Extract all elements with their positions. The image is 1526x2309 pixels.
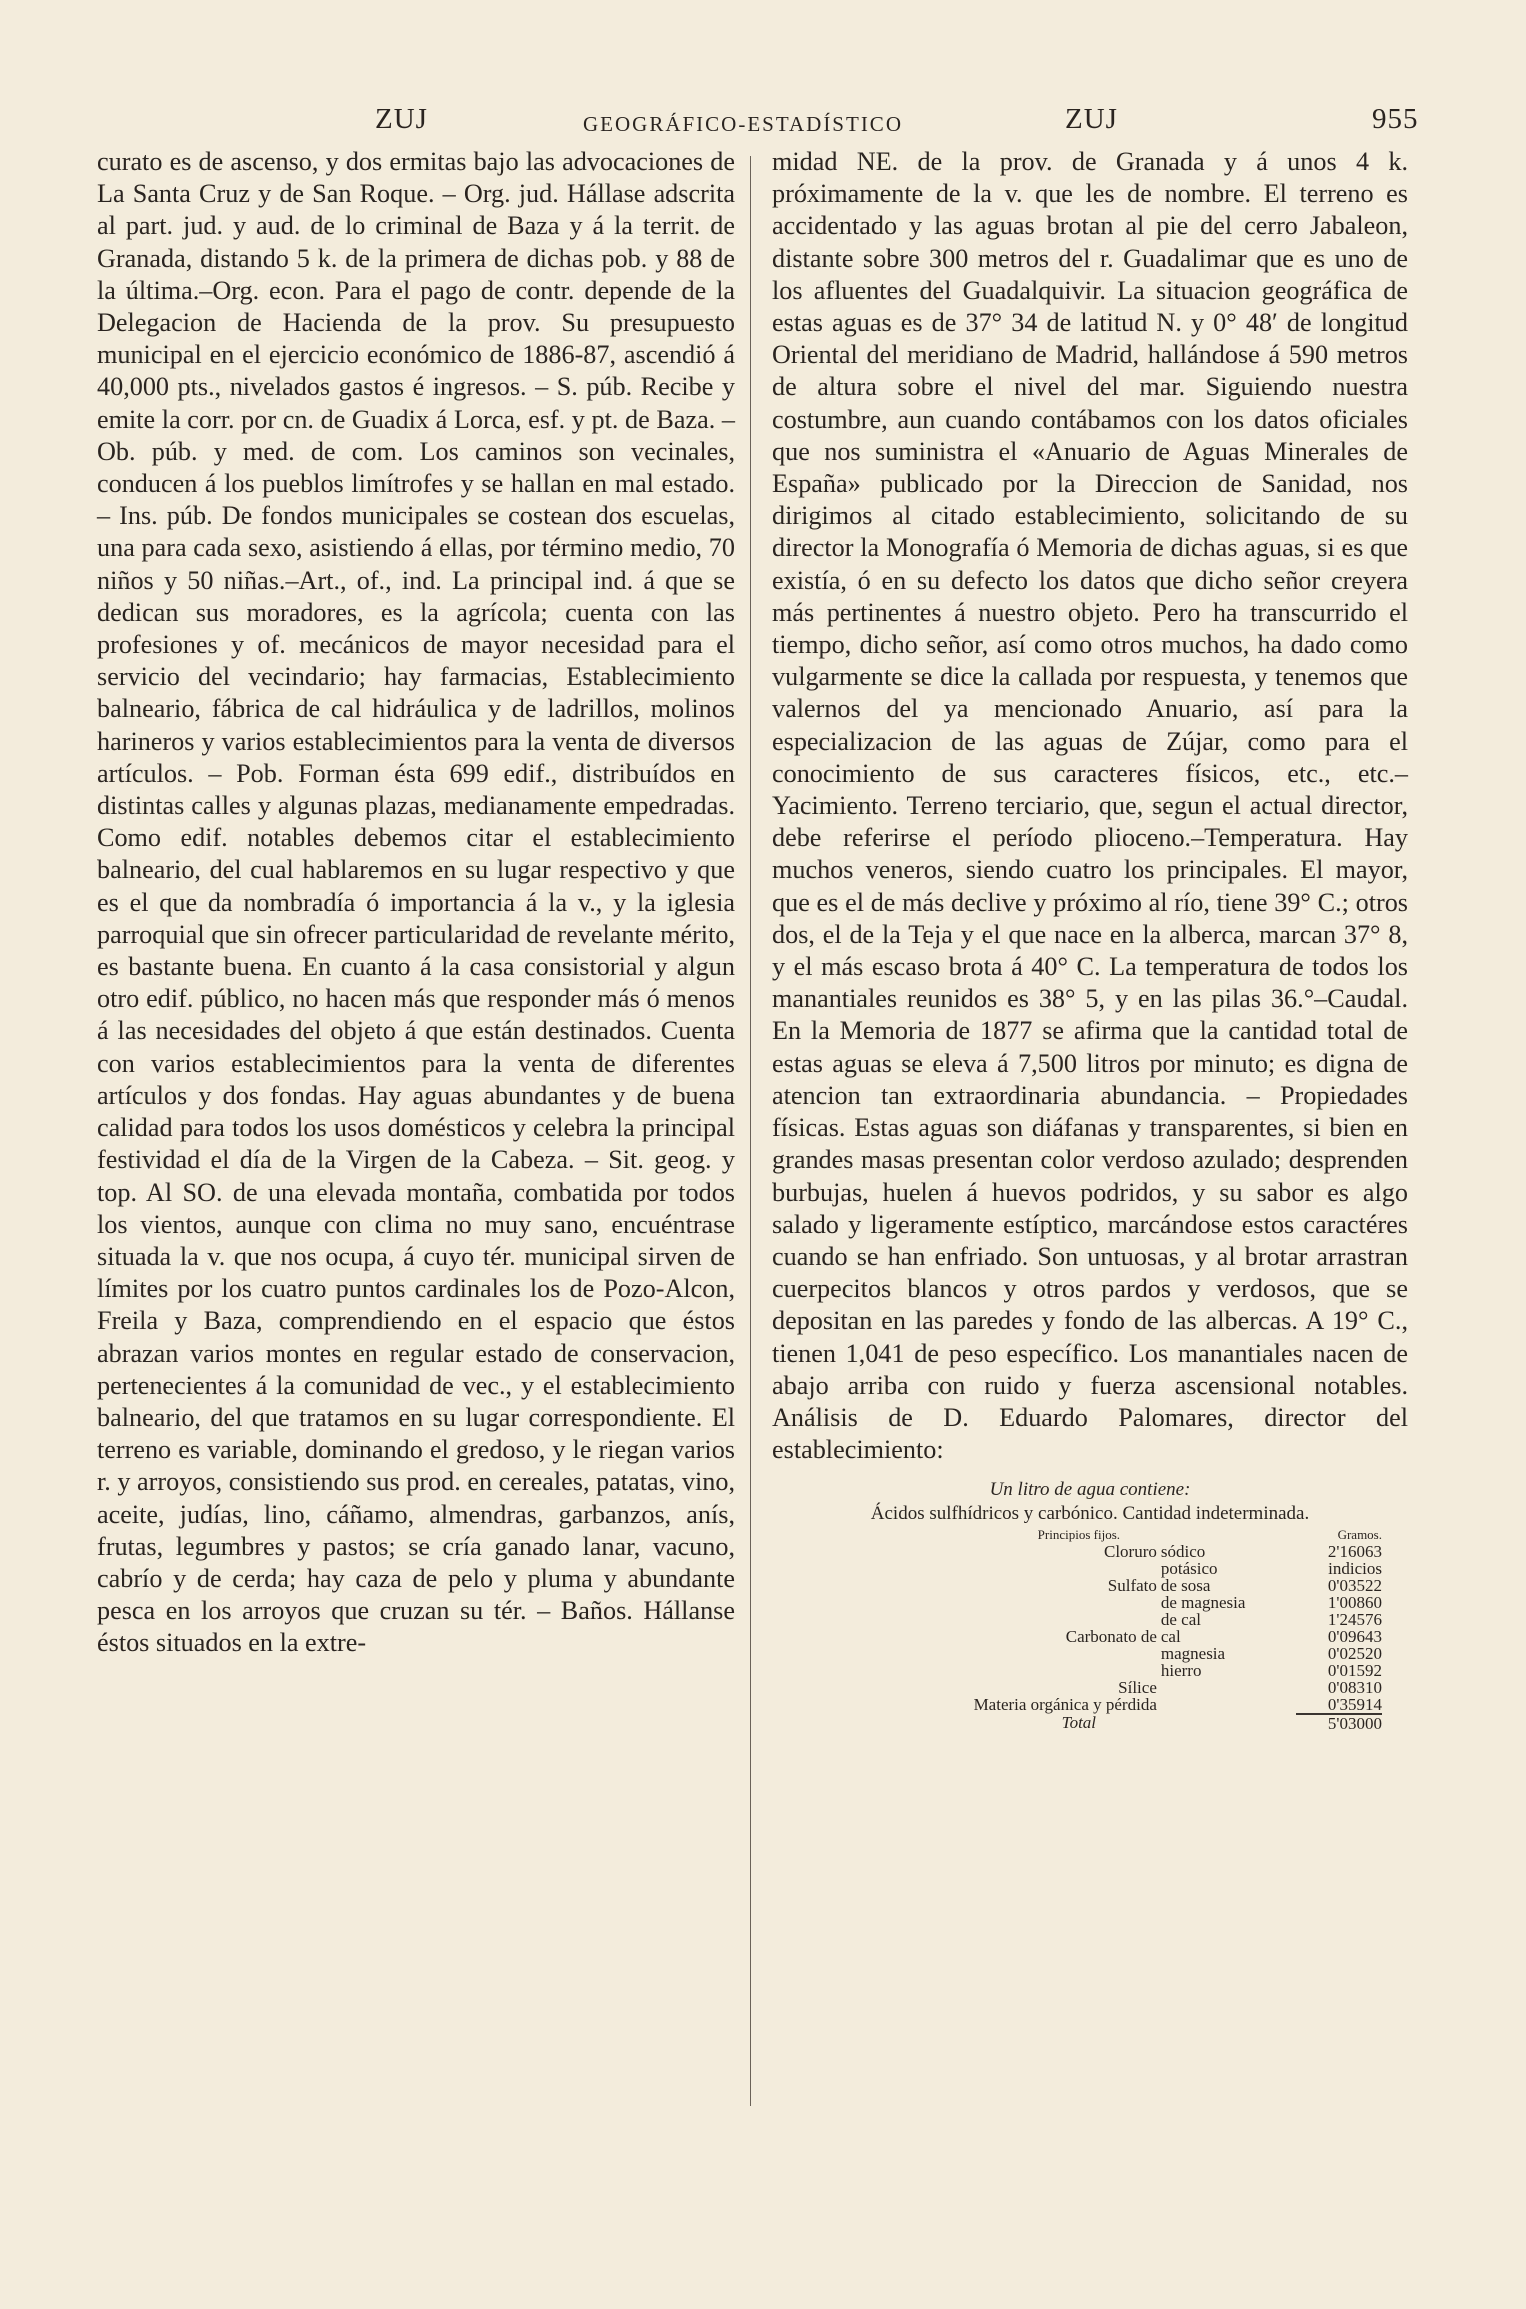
- row-group: [862, 1594, 1161, 1611]
- row-group: [862, 1662, 1161, 1679]
- row-value: indicios: [1328, 1559, 1382, 1579]
- row-value: 0'01592: [1327, 1661, 1382, 1681]
- total-value: 5'03000: [1296, 1714, 1382, 1732]
- table-row: [862, 1543, 1382, 1560]
- analysis-title: Un litro de agua contiene:: [989, 1479, 1191, 1501]
- row-item: de cal: [1160, 1610, 1201, 1630]
- row-value: 1'00860: [1327, 1593, 1382, 1613]
- row-item: sódico: [1160, 1542, 1206, 1562]
- table-row: [862, 1662, 1382, 1679]
- left-column: [97, 146, 735, 1660]
- row-group: Sílice: [1118, 1678, 1157, 1698]
- row-value: 2'16063: [1327, 1542, 1382, 1562]
- row-group: Cloruro: [1103, 1542, 1157, 1562]
- column-rule: [750, 156, 751, 2106]
- row-group: Carbonato de: [1065, 1627, 1157, 1647]
- row-item: magnesia: [1160, 1644, 1226, 1664]
- row-value: 0'09643: [1327, 1627, 1382, 1647]
- right-column: [772, 146, 1408, 1732]
- table-row: [862, 1577, 1382, 1594]
- row-item: [1161, 1679, 1296, 1696]
- row-item: hierro: [1160, 1661, 1202, 1681]
- column-header-principles: Principios fijos.: [1037, 1527, 1121, 1543]
- row-group: Materia orgánica y pérdida: [973, 1695, 1157, 1715]
- table-row: [862, 1560, 1382, 1577]
- page-number: 955: [1372, 103, 1419, 135]
- row-item: de magnesia: [1160, 1593, 1246, 1613]
- running-head-center: GEOGRÁFICO-ESTADÍSTICO: [583, 112, 903, 136]
- row-value: 1'24576: [1327, 1610, 1382, 1630]
- total-row: [862, 1714, 1382, 1732]
- analysis-table: [862, 1526, 1382, 1732]
- running-head-right: ZUJ: [1065, 103, 1118, 135]
- row-item: [1161, 1696, 1296, 1714]
- row-value: 0'08310: [1327, 1678, 1382, 1698]
- total-label: Total: [1061, 1713, 1097, 1733]
- row-value: 0'02520: [1327, 1644, 1382, 1664]
- table-row: [862, 1594, 1382, 1611]
- row-value: 0'35914: [1327, 1695, 1382, 1715]
- table-row: [862, 1679, 1382, 1696]
- column-header-grams: Gramos.: [1337, 1527, 1382, 1543]
- row-group: Sulfato: [1107, 1576, 1157, 1596]
- table-row: [862, 1645, 1382, 1662]
- analysis-subtitle: Ácidos sulfhídricos y carbónico. Cantidad indeterminada.: [870, 1503, 1310, 1525]
- right-column-text: midad NE. de la prov. de Granada y á unos 4 k. próximamente de la v. que les de nombre. El terreno es accidentado y las aguas brotan al pie del cerro Jabaleon, distante sobre 300 metros del r. Guadalimar que es uno de los afluentes del Guadalquivir. La situacion geográfica de estas aguas es de 37° 34 de latitud N. y 0° 48′ de longitud Oriental del meridiano de Madrid, hallándose á 590 metros de altura sobre el nivel del mar. Siguiendo nuestra costumbre, aun cuando contábamos con los datos oficiales que nos suministra el «Anuario de Aguas Minerales de España» publicado por la Direccion de Sanidad, nos dirigimos al citado establecimiento, solicitando de su director la Monografía ó Memoria de dichas aguas, si es que existía, ó en su defecto los datos que dicho señor creyera más pertinentes á nuestro objeto. Pero ha transcurrido el tiempo, dicho señor, así como otros muchos, ha dado como vulgarmente se dice la callada por respuesta, y tenemos que valernos del ya mencionado Anuario, así para la especializacion de las aguas de Zújar, como para el conocimiento de sus caracteres físicos, etc., etc.–Yacimiento. Terreno terciario, que, segun el actual director, debe referirse el período plioceno.–Temperatura. Hay muchos veneros, siendo cuatro los principales. El mayor, que es el de más declive y próximo al río, tiene 39° C.; otros dos, el de la Teja y el que nace en la alberca, marcan 37° 8, y el más escaso brota á 40° C. La temperatura de todos los manantiales reunidos es 38° 5, y en las pilas 36.°–Caudal. En la Memoria de 1877 se afirma que la cantidad total de estas aguas se eleva á 7,500 litros por minuto; es digna de atencion tan extraordinaria abundancia. – Propiedades físicas. Estas aguas son diáfanas y transparentes, si bien en grandes masas presentan color verdoso azulado; desprenden burbujas, huelen á huevos podridos, y su sabor es algo salado y ligeramente estíptico, marcándose estos caractéres cuando se han enfriado. Son untuosas, y al brotar arrastran cuerpecitos blancos y otros pardos y verdosos, que se depositan en las paredes y fondo de las albercas. A 19° C., tienen 1,041 de peso específico. Los manantiales nacen de abajo arriba con ruido y fuerza ascensional notables. Análisis de D. Eduardo Palomares, director del establecimiento:: [772, 147, 1408, 1465]
- row-item: potásico: [1160, 1559, 1218, 1579]
- row-item: de sosa: [1160, 1576, 1211, 1596]
- row-group: [862, 1645, 1161, 1662]
- running-head-left: ZUJ: [375, 103, 428, 135]
- row-value: 0'03522: [1327, 1576, 1382, 1596]
- table-row: [862, 1611, 1382, 1628]
- table-row: [862, 1628, 1382, 1645]
- row-group: [862, 1611, 1161, 1628]
- table-row: [862, 1696, 1382, 1714]
- left-column-text: curato es de ascenso, y dos ermitas bajo las advocaciones de La Santa Cruz y de San Roque. – Org. jud. Hállase adscrita al part. jud. y aud. de lo criminal de Baza y á la territ. de Granada, distando 5 k. de la primera de dichas pob. y 88 de la última.–Org. econ. Para el pago de contr. depende de la Delegacion de Hacienda de la prov. Su presupuesto municipal en el ejercicio económico de 1886-87, ascendió á 40,000 pts., nivelados gastos é ingresos. – S. púb. Recibe y emite la corr. por cn. de Guadix á Lorca, esf. y pt. de Baza. – Ob. púb. y med. de com. Los caminos son vecinales, conducen á los pueblos limítrofes y se hallan en mal estado. – Ins. púb. De fondos municipales se costean dos escuelas, una para cada sexo, asistiendo á ellas, por término medio, 70 niños y 50 niñas.–Art., of., ind. La principal ind. á que se dedican sus moradores, es la agrícola; cuenta con las profesiones y of. mecánicos de mayor necesidad para el servicio del vecindario; hay farmacias, Establecimiento balneario, fábrica de cal hidráulica y de ladrillos, molinos harineros y varios establecimientos para la venta de diversos artículos. – Pob. Forman ésta 699 edif., distribuídos en distintas calles y algunas plazas, medianamente empedradas. Como edif. notables debemos citar el establecimiento balneario, del cual hablaremos en su lugar respectivo y que es el que da nombradía ó importancia á la v., y la iglesia parroquial que sin ofrecer particularidad de revelante mérito, es bastante buena. En cuanto á la casa consistorial y algun otro edif. público, no hacen más que responder más ó menos á las necesidades del objeto á que están destinados. Cuenta con varios establecimientos para la venta de diferentes artículos y dos fondas. Hay aguas abundantes y de buena calidad para todos los usos domésticos y celebra la principal festividad el día de la Virgen de la Cabeza. – Sit. geog. y top. Al SO. de una elevada montaña, combatida por todos los vientos, aunque con clima no muy sano, encuéntrase situada la v. que nos ocupa, á cuyo tér. municipal sirven de límites por los cuatro puntos cardinales los de Pozo-Alcon, Freila y Baza, comprendiendo en el espacio que éstos abrazan varios montes en regular estado de conservacion, pertenecientes á la comunidad de vec., y el establecimiento balneario, del que tratamos en su lugar correspondiente. El terreno es variable, dominando el gredoso, y le riegan varios r. y arroyos, consistiendo sus prod. en cereales, patatas, vino, aceite, judías, lino, cáñamo, almendras, garbanzos, anís, frutas, legumbres y pastos; se cría ganado lanar, vacuno, cabrío y de cerda; hay caza de pelo y pluma y abundante pesca en los arroyos que cruzan su tér. – Baños. Hállanse éstos situados en la extre-: [97, 147, 735, 1658]
- row-item: cal: [1160, 1627, 1181, 1647]
- row-group: [862, 1560, 1161, 1577]
